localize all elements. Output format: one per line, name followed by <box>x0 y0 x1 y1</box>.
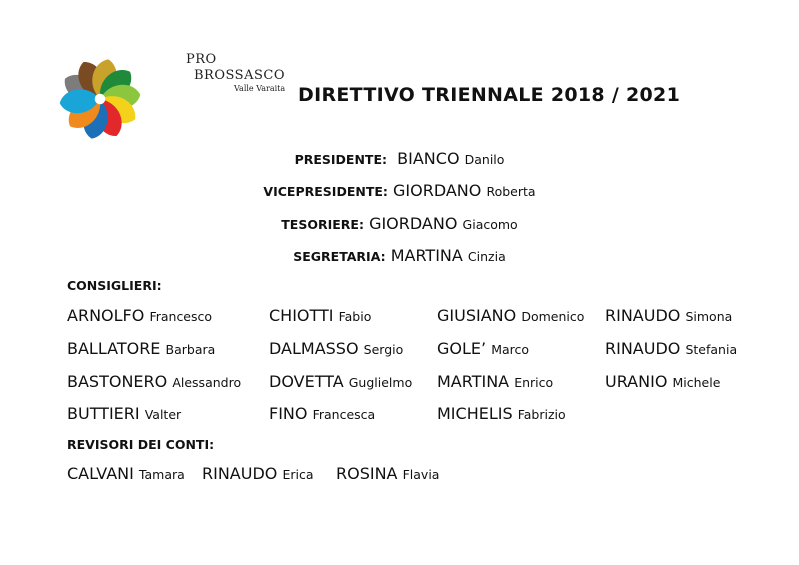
member-given-name: Sergio <box>363 342 404 357</box>
member-name <box>605 339 737 358</box>
officer-role: VICEPRESIDENTE: <box>263 184 388 199</box>
officer-surname: GIORDANO <box>369 214 458 233</box>
member-surname: CALVANI <box>67 464 134 483</box>
member-surname: RINAUDO <box>605 306 681 325</box>
member-name <box>605 306 732 325</box>
member-name <box>269 306 371 325</box>
member-name <box>67 464 185 483</box>
member-surname: ROSINA <box>336 464 398 483</box>
member-surname: BASTONERO <box>67 372 168 391</box>
member-given-name: Alessandro <box>172 375 242 390</box>
brand-line-3: Valle Varaita <box>234 84 286 93</box>
member-surname: URANIO <box>605 372 668 391</box>
officer-role: PRESIDENTE: <box>294 152 387 167</box>
member-name <box>269 372 412 391</box>
pro-brossasco-logo <box>56 55 144 143</box>
member-name <box>67 372 241 391</box>
member-given-name: Domenico <box>521 309 585 324</box>
page-title: DIRETTIVO TRIENNALE 2018 / 2021 <box>298 84 681 106</box>
member-surname: FINO <box>269 404 308 423</box>
member-given-name: Enrico <box>514 375 554 390</box>
member-name <box>437 339 529 358</box>
member-given-name: Simona <box>685 309 733 324</box>
member-name <box>67 339 215 358</box>
member-given-name: Marco <box>491 342 530 357</box>
officer-surname: BIANCO <box>397 149 460 168</box>
officer-role: TESORIERE: <box>281 217 364 232</box>
member-given-name: Stefania <box>685 342 738 357</box>
member-surname: MARTINA <box>437 372 510 391</box>
member-given-name: Fabio <box>338 309 372 324</box>
member-name <box>437 372 553 391</box>
officer-secretary <box>0 246 799 265</box>
officer-role: SEGRETARIA: <box>293 249 386 264</box>
officer-treasurer <box>0 214 799 233</box>
member-name <box>67 404 181 423</box>
member-name <box>437 306 584 325</box>
member-given-name: Fabrizio <box>517 407 566 422</box>
brand-text <box>186 52 285 93</box>
member-given-name: Francesca <box>312 407 376 422</box>
brand-line-1: PRO <box>186 52 217 67</box>
officer-surname: MARTINA <box>390 246 463 265</box>
member-name <box>67 306 212 325</box>
member-surname: MICHELIS <box>437 404 513 423</box>
member-name <box>202 464 314 483</box>
member-name <box>336 464 439 483</box>
member-given-name: Flavia <box>402 467 440 482</box>
member-surname: CHIOTTI <box>269 306 334 325</box>
member-given-name: Erica <box>282 467 314 482</box>
member-surname: DOVETTA <box>269 372 344 391</box>
member-surname: RINAUDO <box>605 339 681 358</box>
officer-given-name: Giacomo <box>462 217 518 232</box>
member-surname: DALMASSO <box>269 339 359 358</box>
member-name <box>605 372 720 391</box>
brand-line-2: BROSSASCO <box>194 68 285 83</box>
member-given-name: Michele <box>672 375 721 390</box>
revisori-heading: REVISORI DEI CONTI: <box>67 437 215 452</box>
member-given-name: Valter <box>144 407 182 422</box>
officer-given-name: Danilo <box>464 152 505 167</box>
member-surname: ARNOLFO <box>67 306 145 325</box>
officer-president <box>0 149 799 168</box>
logo-center-icon <box>95 94 106 105</box>
member-given-name: Guglielmo <box>348 375 413 390</box>
consiglieri-heading: CONSIGLIERI: <box>67 278 162 293</box>
member-surname: RINAUDO <box>202 464 278 483</box>
member-surname: BALLATORE <box>67 339 161 358</box>
member-given-name: Tamara <box>138 467 185 482</box>
member-name <box>269 404 375 423</box>
member-name <box>269 339 403 358</box>
officer-given-name: Cinzia <box>467 249 506 264</box>
member-surname: BUTTIERI <box>67 404 140 423</box>
member-given-name: Barbara <box>165 342 216 357</box>
member-given-name: Francesco <box>149 309 213 324</box>
officer-vicepresident <box>0 181 799 200</box>
officer-surname: GIORDANO <box>392 181 482 200</box>
member-name <box>437 404 566 423</box>
member-surname: GOLE’ <box>437 339 487 358</box>
officer-given-name: Roberta <box>486 184 536 199</box>
member-surname: GIUSIANO <box>437 306 517 325</box>
